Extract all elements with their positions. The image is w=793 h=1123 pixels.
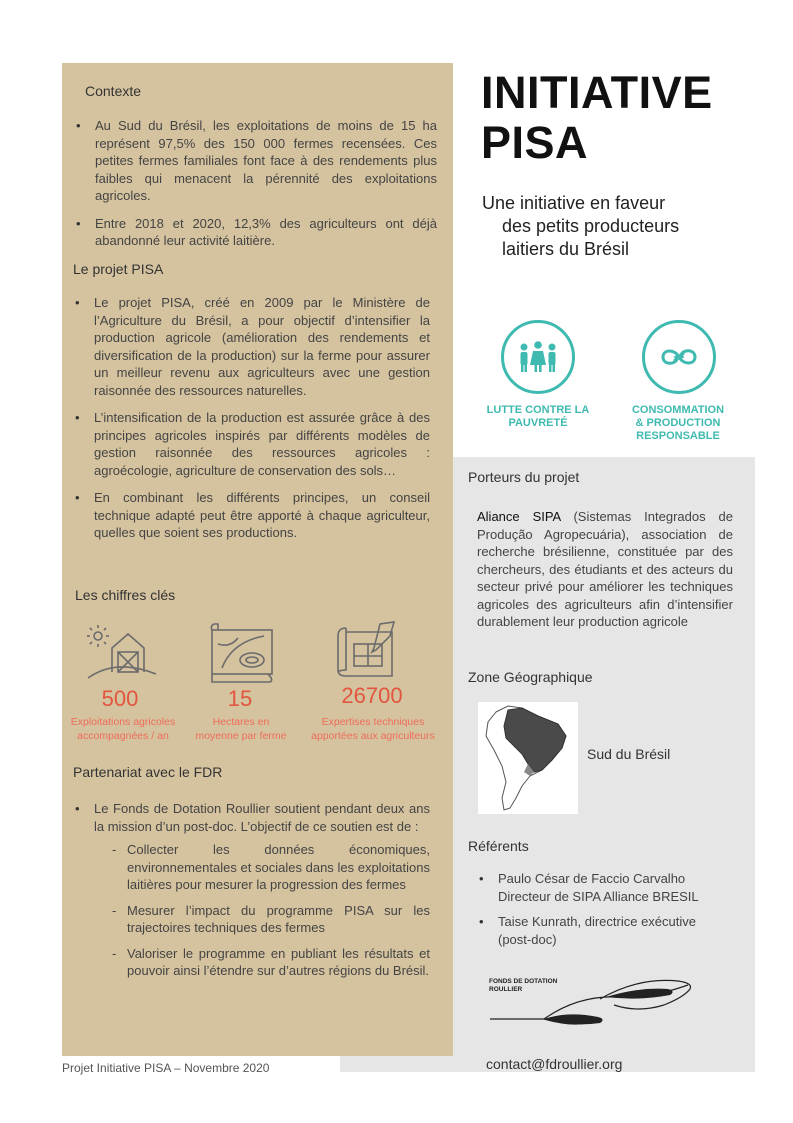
porteurs-description: (Sistemas Integrados de Produção Agropecuária), association de recherche brésilienne, constituée par des chercheurs, des étudiants et des acteurs du secteur privé pour améliorer les techniques agricoles des agriculteurs afin d’intensifier durablement leur production agricole [477, 509, 733, 629]
field-map-icon [208, 622, 278, 684]
logo-line: ROULLIER [489, 986, 523, 993]
projet-bullet: • Le projet PISA, créé en 2009 par le Ministère de l’Agriculture du Brésil, a pour objectif d’intensifier la production agricole (amélioration des rendements et diversification de la production) sur la ferme pour assurer un meilleur revenu aux agriculteurs avec une gestion raisonnée des ressources naturelles. [64, 294, 430, 399]
sdg-poverty-label [478, 404, 598, 430]
map-icon [478, 702, 578, 814]
contexte-list [65, 117, 437, 250]
projet-bullet: • L’intensification de la production est assurée grâce à des principes agricoles inspirés par différents modèles de gestion raisonnée des ressources agricoles : agroécologie, agriculture de conservation des sols… [64, 409, 430, 479]
stat-label-expertises [298, 715, 448, 743]
south-america-map [478, 702, 578, 814]
stat-label-line: apportées aux agriculteurs [311, 730, 435, 742]
partenariat-heading: Partenariat avec le FDR [73, 764, 223, 780]
projet-heading: Le projet PISA [73, 261, 164, 277]
referents-list [468, 870, 738, 948]
porteurs-heading: Porteurs du projet [468, 469, 580, 485]
projet-bullet: • En combinant les différents principes, un conseil technique adapté peut être apporté à chaque agriculteur, quelles que soient ses productions. [64, 489, 430, 542]
fdr-logo-icon [488, 975, 698, 1035]
stat-value-expertises: 26700 [341, 683, 403, 708]
title-line: PISA [481, 117, 589, 168]
referent-item [468, 913, 738, 948]
partenariat-objectives [64, 841, 430, 980]
referents-heading: Référents [468, 838, 529, 854]
zone-label: Sud du Brésil [587, 746, 671, 762]
subtitle-line: laitiers du Brésil [502, 239, 630, 259]
porteurs-name: Aliance SIPA [477, 509, 561, 524]
contexte-bullet: • Entre 2018 et 2020, 12,3% des agriculteurs ont déjà abandonné leur activité laitière. [65, 215, 437, 250]
sdg-poverty-badge [501, 320, 575, 394]
stat-label-line: moyenne par ferme [195, 730, 287, 742]
objective-item: - Collecter les données économiques, environnementales et sociales dans les exploitations laitières pour mesurer la progression des fermes [64, 841, 430, 894]
title-line: INITIATIVE [481, 67, 713, 118]
sdg-label-line: LUTTE CONTRE LA [486, 404, 590, 416]
sdg-label-line: & PRODUCTION [635, 417, 721, 429]
objective-item: - Valoriser le programme en publiant les résultats et pouvoir ainsi l’étendre sur d’autres régions du Brésil. [64, 945, 430, 980]
referent-item [468, 870, 738, 905]
objective-item: - Mesurer l’impact du programme PISA sur les trajectoires techniques des fermes [64, 902, 430, 937]
stat-value-exploitations: 500 [101, 686, 139, 711]
sdg-consumption-label [618, 404, 738, 443]
partenariat-intro: • Le Fonds de Dotation Roullier soutient pendant deux ans la mission d’un post-doc. L’objectif de ce soutien est de : [64, 800, 430, 835]
stat-label-line: Expertises techniques [321, 716, 425, 728]
subtitle-line: Une initiative en faveur [482, 193, 666, 213]
referent-name: • Paulo César de Faccio Carvalho [498, 871, 686, 886]
chiffres-heading: Les chiffres clés [75, 587, 176, 603]
referent-name: • Taise Kunrath, directrice exécutive [498, 914, 696, 929]
infinity-icon [645, 323, 713, 391]
footer-text: Projet Initiative PISA – Novembre 2020 [62, 1061, 270, 1075]
sdg-label-line: RESPONSABLE [636, 430, 720, 442]
referent-role: Directeur de SIPA Alliance BRESIL [498, 888, 699, 904]
projet-list [64, 294, 430, 542]
stat-label-hectares [186, 715, 296, 743]
partenariat-section [64, 800, 430, 988]
sdg-consumption-badge [642, 320, 716, 394]
blueprint-icon [336, 620, 400, 678]
referent-role: (post-doc) [498, 931, 557, 947]
stat-value-hectares: 15 [227, 686, 253, 711]
subtitle-line: des petits producteurs [502, 216, 680, 236]
sdg-label-line: PAUVRETÉ [508, 417, 568, 429]
zone-heading: Zone Géographique [468, 669, 593, 685]
page-title [481, 68, 713, 168]
people-icon [504, 323, 572, 391]
farm-icon [86, 622, 158, 684]
porteurs-text [477, 508, 733, 631]
logo-line: FONDS DE DOTATION [489, 978, 558, 985]
contact-email[interactable]: contact@fdroullier.org [486, 1056, 623, 1072]
partenariat-list [64, 800, 430, 835]
stat-label-exploitations [58, 715, 188, 743]
page-subtitle [482, 192, 679, 261]
stat-label-line: Hectares en [212, 716, 270, 728]
contexte-heading: Contexte [85, 83, 142, 99]
stat-label-line: Exploitations agricoles [70, 716, 176, 728]
contexte-bullet: • Au Sud du Brésil, les exploitations de moins de 15 ha représent 97,5% des 150 000 fermes recensées. Ces petites fermes familiales font face à des rendements plus faibles qui menacent la pérennité des exploitations agricoles. [65, 117, 437, 205]
sdg-label-line: CONSOMMATION [631, 404, 725, 416]
stat-label-line: accompagnées / an [77, 730, 169, 742]
